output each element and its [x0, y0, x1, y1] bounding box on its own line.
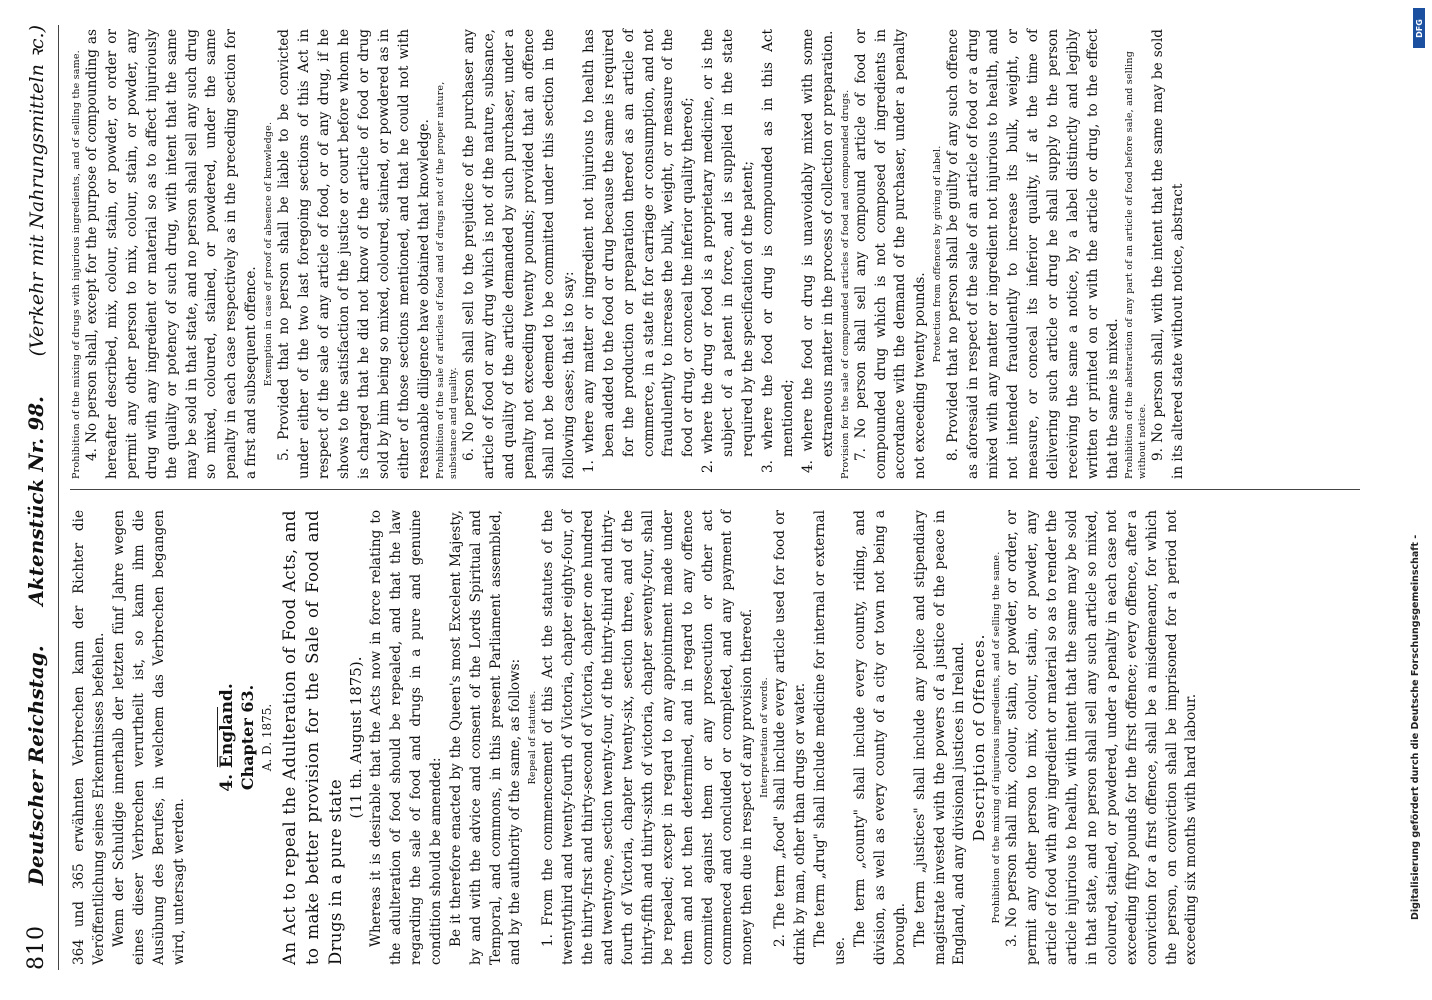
dfg-logo-text: DFG: [1414, 18, 1424, 38]
sidenote-compound: Provision for the sale of compounded articles of food and compounded drugs.: [839, 89, 851, 479]
whereas-paragraph: Whereas it is desirable that the Acts now in force relating to the adulteration of food should be repealed, and that the law regarding the sale of food and drugs in a pure and genuine condition should be amended:: [368, 510, 444, 965]
section-3: 3. No person shall mix, colour, stain, or powder, or order, or permit any other person to mix, colour, stain, or powder, any article of food with any ingredient or material so as to render the article injurious to health, with intent that the same may be sold in that state, and no person shall sell any such article so mixed, coloured, stained, or powdered, under a penalty in each case not exceeding fifty pounds for the first offence; every offence, after a conviction for a first offence, shall be a misdemeanor, for which the person, on conviction shall be imprisoned for a period not exceeding six months with hard labour.: [1004, 510, 1200, 965]
header-right-title: (Verkehr mit Nahrungsmitteln ꝛc.): [26, 25, 48, 357]
year-label: A. D. 1875.: [260, 703, 275, 772]
section-6-item-2: 2. where the drug or food is a proprietary medicine, or is the subject of a patent in force, and is supplied in the state required by the specification of the patent;: [700, 29, 757, 473]
page-header: [14, 25, 59, 970]
right-column: [70, 29, 1360, 490]
sidenote-abstraction: Prohibition of the abstraction of any part of an article of food before sale, and selling without notice.: [1124, 51, 1149, 479]
section-2-county: The term „county" shall include every county, riding, and division, as well as every county of a city or town not being a borough.: [851, 510, 908, 965]
section-6-item-3: 3. where the food or drug is compounded as in this Act mentioned;: [760, 29, 796, 473]
intro-paragraph-2: Wenn der Schuldige innerhalb der letzten fünf Jahre wegen eines dieser Verbrechen verurtheilt ist, so kann ihm die Ausübung des Berufes, in welchem das Verbrechen begangen wird, untersagt werden.: [110, 510, 187, 965]
intro-paragraph: 364 und 365 erwähnten Verbrechen kann der Richter die Veröffentlichung seines Erkenntnisses befehlen.: [71, 510, 107, 965]
sidenote-repeal: Repeal of statutes.: [527, 690, 539, 785]
section-8: 8. Provided that no person shall be guilty of any such offence as aforesaid in respect of the sale of an article of food or a drug mixed with any matter or ingredient not injurious to health, and not intended fraudulently to increase its bulk, weight, or measure, or conceal its inferior quality, if at the time of delivering such article or drug he shall supply to the person receiving the same a notice, by a label distinctly and legibly written or printed on or with the article or drug, to the effect that the same is mixed.: [945, 29, 1121, 479]
sidenote-label: Protection from offences by giving of label.: [932, 145, 944, 363]
offences-heading: Description of Offences.: [970, 633, 989, 842]
page-number: 810: [23, 925, 49, 970]
sidenote-drugs: Prohibition of the mixing of drugs with injurious ingredients, and of selling the same.: [71, 50, 82, 479]
section-2: 2. The term „food" shall include every article used for food or drink by man, other than drugs or water.: [772, 510, 809, 965]
sidenote-quality: Prohibition of the sale of articles of food and of drugs not of the proper nature, substance and quality.: [435, 81, 460, 479]
act-title: An Act to repeal the Adulteration of Food Acts, and to make better provision for the Sale of Food and Drugs in a pure state: [280, 510, 346, 965]
sidenote-interpretation: Interpretation of words.: [759, 677, 771, 798]
enactment-paragraph: Be it therefore enacted by the Queen's most Excelent Majesty, by and with the advice and consent of the Lords Spiritual and Temporal, and commons, in this present Parliament assembled, and by the authority of the same, as follows:: [447, 510, 524, 965]
header-left-title: Deutscher Reichstag.: [24, 645, 48, 886]
header-center-title: Aktenstück Nr. 98.: [24, 395, 48, 606]
section-4: 4. No person shall, except for the purpose of compounding as hereafter described, mix, colour, stain, or powder, or order or permit any other person to mix, colour, stain, or powder, any drug with any ingredient or material so as to affect injuriously the quality or potency of such drug, with intent that the same may be sold in that state, and no person shall sell any such drug so mixed, coloured, stained, or powdered, under the same penalty in each case respectively as in the preceding section for a first and subsequent offence.: [84, 29, 260, 479]
credit-text: Digitalisierung gefördert durch die Deutsche Forschungsgemeinschaft -: [1410, 534, 1421, 920]
section-9: 9. No person shall, with the intent that the same may be sold in its altered state without notice, abstract: [1150, 29, 1187, 479]
sidenote-exemption: Exemption in case of proof of absence of knowledge.: [263, 121, 275, 387]
section-5: 5. Provided that no person shall be liable to be convicted under either of the two last foregoing sections of this Act in respect of the sale of any article of food, or of any drug, if he shows to the satisfaction of the justice or court before whom he is charged that he did not know of the article of food or drug sold by him being so mixed, coloured, stained, or powdered as in either of those sections mentioned, and that he could not with reasonable diligence have obtained that knowledge.: [276, 29, 432, 479]
chapter-heading: Chapter 63.: [238, 684, 258, 791]
act-date: (11 th. August 1875).: [347, 656, 366, 819]
section-7: 7. No person shall sell any compound article of food or compounded drug which is not composed of ingredients in accordance with the demand of the purchaser, under a penalty not exceeding twenty pounds.: [852, 29, 929, 479]
section-6-item-1: 1. where any matter or ingredient not injurious to health has been added to the food or drug because the same is required for the production or preparation thereof as an article of commerce, in a state fit for carriage or consumption, and not fraudulently to increase the bulk, weight, or measure of the food or drug, or conceal the inferior quality thereof;: [580, 29, 697, 473]
sidenote-mixing: Prohibition of the mixing of injurious ingredients, and of selling the same.: [991, 551, 1003, 924]
section-2-justices: The term „justices" shall include any police and stipendiary magistrate invested with the powers of a justice of the peace in England, and any divisional justices in Ireland.: [911, 510, 968, 965]
section-2-drug: The term „drug" shall include medicine for internal or external use.: [812, 510, 848, 965]
left-column: [70, 510, 1360, 965]
digitization-credit: [1410, 20, 1426, 960]
section-1: 1. From the commencement of this Act the statutes of the twentythird and twenty-fourth of Victoria, chapter eighty-four, of the thirty-first and thirty-second of Victoria, chapter one hundred and twenty-one, section twenty-four, of the thirty-third and thirty-fourth of Victoria, chapter twenty-six, section three, and of the thirty-fifth and thirty-sixth of victoria, chapter seventy-four, shall be repealed; except in regard to any appointment made under them and not then determined, and in regard to any offence commited against them or any prosecution or other act commenced and concluded or completed, and any payment of money then due in respect of any provision thereof.: [540, 510, 756, 965]
section-6-item-4: 4. where the food or drug is unavoidably mixed with some extraneous matter in the process of collection or preparation.: [799, 29, 836, 473]
country-heading: 4. England.: [217, 683, 238, 792]
section-6: 6. No person shall sell to the prejudice of the purchaser any article of food or any drug which is not of the nature, subsance, and quality of the article demanded by such purchaser, under a penalty not exceeding twenty pounds; provided that an offence shall not be deemed to be committed under this section in the following cases; that is to say:: [461, 29, 577, 479]
